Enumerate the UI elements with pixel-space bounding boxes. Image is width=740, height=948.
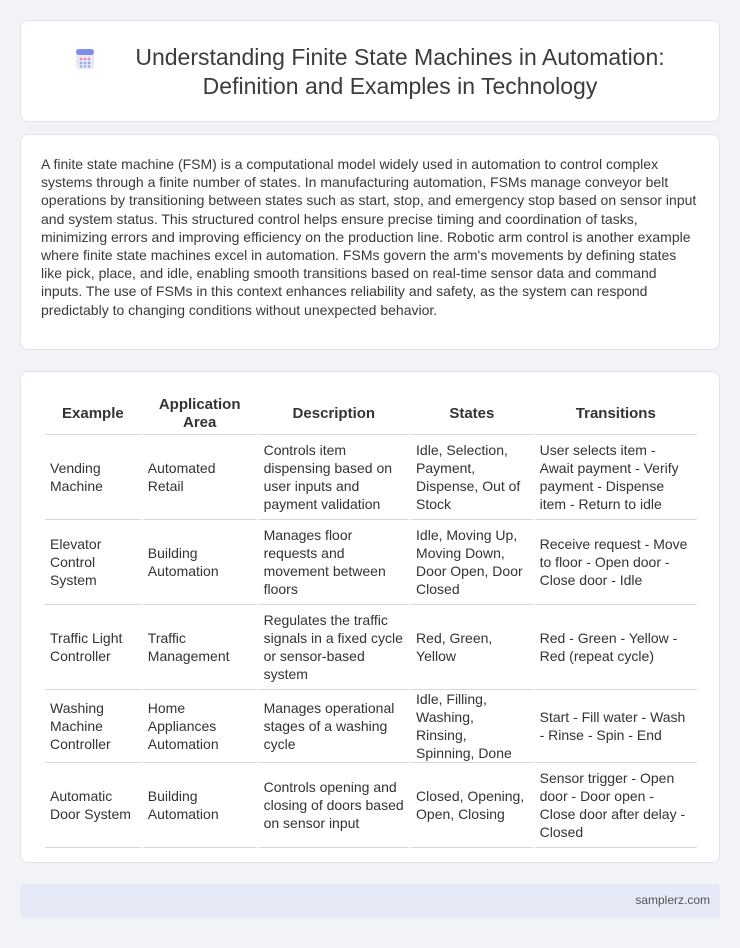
table-row: [45, 690, 697, 763]
column-header-application-area: Application Area: [143, 394, 257, 435]
table-row: [45, 763, 697, 848]
column-header-states: States: [411, 394, 533, 435]
cell-transitions: Receive request - Move to floor - Open door - Close door - Idle: [535, 520, 697, 605]
cell-example: Automatic Door System: [45, 763, 141, 848]
table-row: [45, 520, 697, 605]
fsm-examples-table: [43, 394, 699, 848]
intro-paragraph: A finite state machine (FSM) is a computational model widely used in automation to control complex systems through a finite number of states. In manufacturing automation, FSMs manage conveyor belt operations by transitioning between states such as start, stop, and emergency stop based on sensor input and system status. This structured control helps ensure precise timing and coordination of tasks, minimizing errors and improving efficiency on the production line. Robotic arm control is another example where finite state machines excel in automation. FSMs govern the arm's movements by defining states like pick, place, and idle, enabling smooth transitions based on real-time sensor data and command inputs. The use of FSMs in this context enhances reliability and safety, as the system can respond predictably to changing conditions without unexpected behavior.: [41, 156, 697, 318]
cell-description: Controls item dispensing based on user inputs and payment validation: [259, 435, 409, 520]
table-row: [45, 605, 697, 690]
column-header-transitions: Transitions: [535, 394, 697, 435]
column-header-description: Description: [259, 394, 409, 435]
cell-transitions: Red - Green - Yellow - Red (repeat cycle): [535, 605, 697, 690]
table-header-row: [45, 394, 697, 435]
cell-application-area: Traffic Management: [143, 605, 257, 690]
footer-site-link[interactable]: samplerz.com: [635, 893, 710, 907]
cell-transitions: Sensor trigger - Open door - Door open - Close door after delay - Closed: [535, 763, 697, 848]
table-row: [45, 435, 697, 520]
cell-states: Idle, Filling, Washing, Rinsing, Spinning, Done: [411, 690, 533, 763]
cell-transitions: Start - Fill water - Wash - Rinse - Spin - End: [535, 690, 697, 763]
cell-states: Closed, Opening, Open, Closing: [411, 763, 533, 848]
cell-description: Regulates the traffic signals in a fixed cycle or sensor-based system: [259, 605, 409, 690]
cell-example: Traffic Light Controller: [45, 605, 141, 690]
cell-application-area: Building Automation: [143, 520, 257, 605]
cell-description: Manages operational stages of a washing cycle: [259, 690, 409, 763]
table-card: [20, 371, 720, 863]
page-title: Understanding Finite State Machines in Automation: Definition and Examples in Technology: [135, 44, 665, 99]
cell-description: Manages floor requests and movement between floors: [259, 520, 409, 605]
cell-application-area: Building Automation: [143, 763, 257, 848]
cell-states: Idle, Selection, Payment, Dispense, Out of Stock: [411, 435, 533, 520]
cell-transitions: User selects item - Await payment - Verify payment - Dispense item - Return to idle: [535, 435, 697, 520]
footer-bar: [20, 884, 720, 918]
cell-example: Vending Machine: [45, 435, 141, 520]
header-card: [20, 20, 720, 122]
column-header-example: Example: [45, 394, 141, 435]
cell-example: Elevator Control System: [45, 520, 141, 605]
intro-card: [20, 134, 720, 350]
cell-application-area: Automated Retail: [143, 435, 257, 520]
cell-application-area: Home Appliances Automation: [143, 690, 257, 763]
cell-description: Controls opening and closing of doors based on sensor input: [259, 763, 409, 848]
cell-example: Washing Machine Controller: [45, 690, 141, 763]
cell-states: Idle, Moving Up, Moving Down, Door Open, Door Closed: [411, 520, 533, 605]
cell-states: Red, Green, Yellow: [411, 605, 533, 690]
